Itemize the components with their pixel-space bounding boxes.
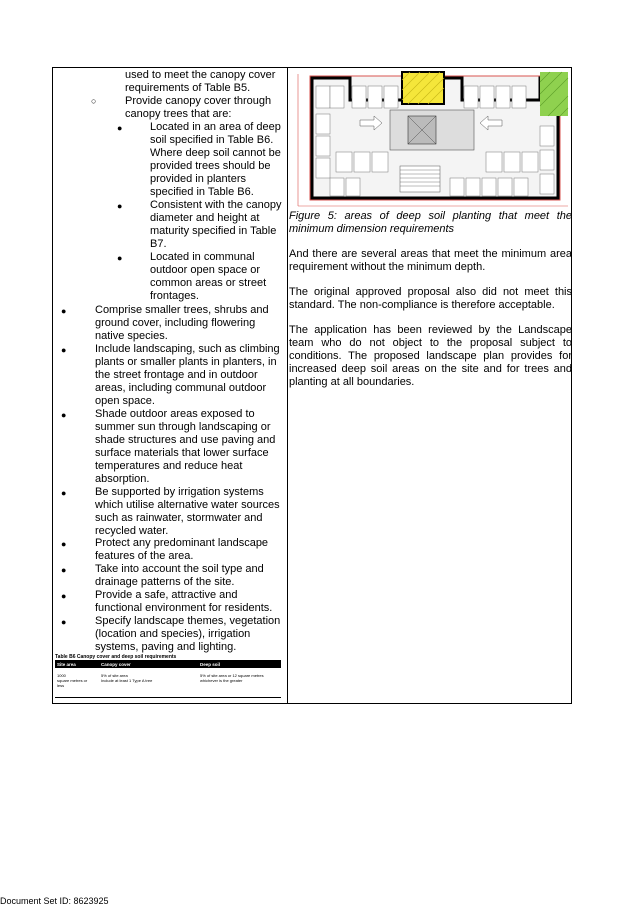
header-deep-soil: Deep soil bbox=[200, 661, 221, 667]
paragraph-3: The application has been reviewed by the Landscape team who do not object to the proposal subject to conditions. The proposed landscape plan provides for increased deep soil areas on the site and for trees and planting at all boundaries. bbox=[289, 324, 572, 388]
bullet-icon: ● bbox=[117, 123, 123, 133]
deep-soil-area-green bbox=[540, 72, 568, 116]
figure-caption: Figure 5: areas of deep soil planting that meet the minimum dimension requirements bbox=[289, 210, 572, 235]
bullet-item: Be supported by irrigation systems which utilise alternative water sources such as rainwater, stormwater and recycled water. bbox=[95, 486, 280, 537]
table-row: 1000 square metres or less 5% of site area Include at least 1 Type A tree 5% of site area or 12 square metres whichever is the greater bbox=[55, 668, 281, 698]
bullet-item: Specify landscape themes, vegetation (location and species), irrigation systems, paving and lighting. bbox=[95, 615, 281, 653]
sub-bullet-2: Consistent with the canopy diameter and height at maturity specified in Table B7. bbox=[150, 199, 282, 250]
bullet-item: Include landscaping, such as climbing plants or smaller plants in planters, in the street frontage and in outdoor areas, including communal outdoor open space. bbox=[95, 343, 280, 407]
table-b6-excerpt bbox=[55, 654, 281, 698]
bullet-item: Comprise smaller trees, shrubs and ground cover, including flowering native species. bbox=[95, 304, 269, 342]
bullet-icon: ● bbox=[61, 591, 67, 601]
circle-bullet-icon: ○ bbox=[91, 96, 97, 106]
sub-bullet-3: Located in communal outdoor open space or common areas or street frontages. bbox=[150, 251, 267, 302]
header-site-area: Site area bbox=[57, 661, 76, 667]
bullet-icon: ● bbox=[61, 565, 67, 575]
bullet-icon: ● bbox=[61, 345, 67, 355]
document-set-id: Document Set ID: 8623925 bbox=[0, 896, 109, 906]
bullet-icon: ● bbox=[61, 539, 67, 549]
sub-bullet-1: Located in an area of deep soil specified in Table B6. Where deep soil cannot be provided trees should be provided in planters specified in Table B6. bbox=[150, 121, 281, 198]
bullet-item: Shade outdoor areas exposed to summer sun through landscaping or shade structures and use paving and surface materials that lower surface temperatures and reduce heat absorption. bbox=[95, 408, 276, 485]
bullet-item: Provide a safe, attractive and functional environment for residents. bbox=[95, 589, 273, 614]
bullet-item: Protect any predominant landscape features of the area. bbox=[95, 537, 269, 562]
header-canopy-cover: Canopy cover bbox=[101, 661, 131, 667]
sub-item: Provide canopy cover through canopy trees that are: bbox=[125, 95, 272, 120]
paragraph-2: The original approved proposal also did not meet this standard. The non-compliance is therefore acceptable. bbox=[289, 286, 572, 311]
bullet-icon: ● bbox=[61, 410, 67, 420]
left-column bbox=[53, 68, 288, 703]
content-table bbox=[52, 67, 572, 704]
table-b6-title: Table B6 Canopy cover and deep soil requirements bbox=[55, 654, 177, 660]
bullet-icon: ● bbox=[61, 306, 67, 316]
document-footer bbox=[0, 896, 109, 906]
bullet-item: Take into account the soil type and drainage patterns of the site. bbox=[95, 563, 264, 588]
intro-text: used to meet the canopy cover requirements of Table B5. bbox=[125, 69, 276, 94]
bullet-icon: ● bbox=[117, 201, 123, 211]
paragraph-1: And there are several areas that meet the minimum area requirement without the minimum depth. bbox=[289, 248, 572, 273]
site-plan-figure bbox=[290, 70, 570, 210]
bullet-icon: ● bbox=[61, 488, 67, 498]
bullet-icon: ● bbox=[61, 617, 67, 627]
bullet-icon: ● bbox=[117, 253, 123, 263]
right-column bbox=[288, 68, 571, 703]
table-b6-header bbox=[55, 660, 281, 668]
